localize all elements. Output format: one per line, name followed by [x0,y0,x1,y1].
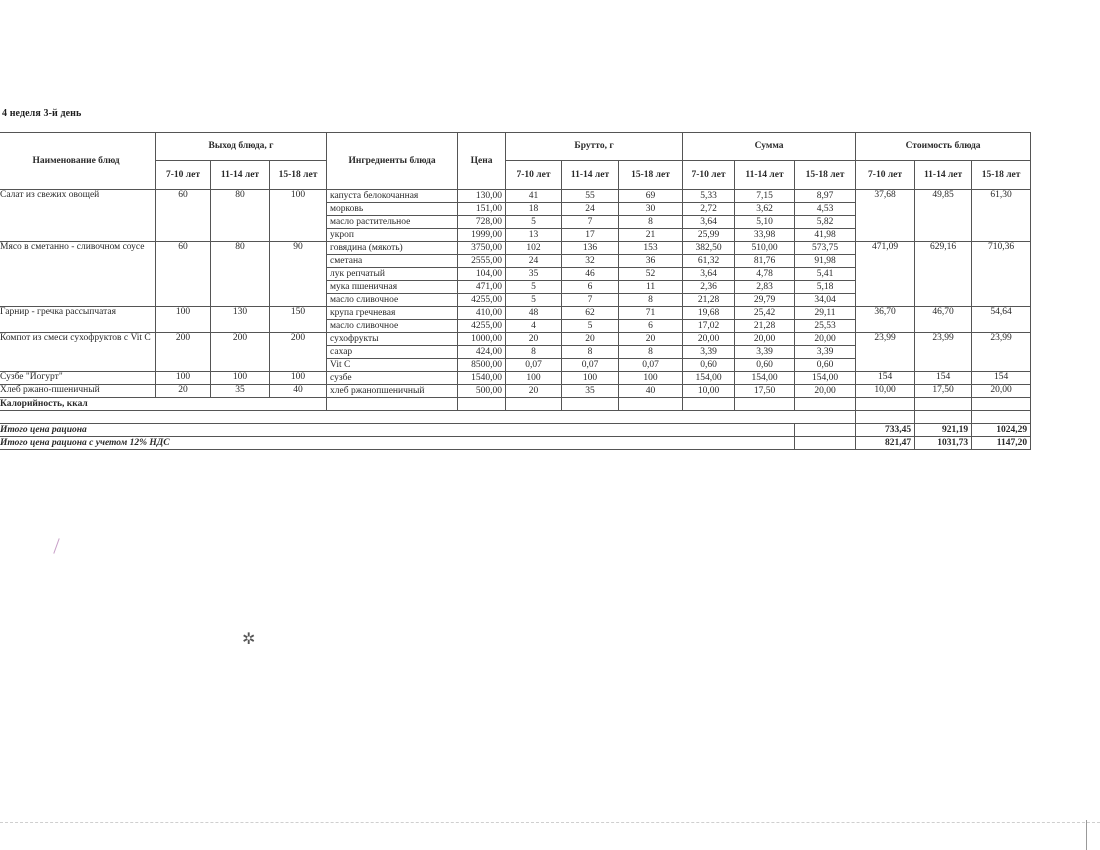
scan-edge-line [0,822,1100,824]
ingredient-name: сузбе [327,372,458,385]
ingredient-name: говядина (мякоть) [327,242,458,255]
ingredient-name: мука пшеничная [327,281,458,294]
ingredient-sum: 20,00 [795,333,856,346]
empty-cell [327,398,458,411]
ingredient-sum: 2,83 [735,281,795,294]
dish-yield: 35 [211,385,270,398]
dish-cost: 154 [972,372,1031,385]
scan-smudge: ✲ [242,631,256,648]
dish-cost: 23,99 [856,333,915,372]
header-price: Цена [458,133,506,190]
gross-weight: 5 [562,320,619,333]
ingredient-sum: 382,50 [683,242,735,255]
ingredient-price: 410,00 [458,307,506,320]
dish-name: Мясо в сметанно - сливочном соусе [0,242,156,307]
ingredient-sum: 3,39 [795,346,856,359]
ingredient-sum: 5,82 [795,216,856,229]
total-value: 921,19 [915,424,972,437]
gross-weight: 7 [562,216,619,229]
header-gross: Брутто, г [506,133,683,161]
empty-cell [795,437,856,450]
ingredient-name: сметана [327,255,458,268]
dish-yield: 150 [270,307,327,333]
gross-weight: 4 [506,320,562,333]
gross-weight: 40 [619,385,683,398]
scan-mark [53,538,59,553]
table-header [0,133,1031,190]
ingredient-sum: 0,60 [735,359,795,372]
empty-cell [506,398,562,411]
dish-yield: 130 [211,307,270,333]
dish-cost: 20,00 [972,385,1031,398]
ingredient-sum: 5,41 [795,268,856,281]
dish-cost: 154 [856,372,915,385]
ingredient-sum: 8,97 [795,190,856,203]
gross-weight: 20 [562,333,619,346]
gross-weight: 100 [506,372,562,385]
empty-cell [795,424,856,437]
gross-weight: 62 [562,307,619,320]
gross-weight: 46 [562,268,619,281]
gross-weight: 32 [562,255,619,268]
header-yield-age-2: 15-18 лет [270,161,327,190]
ingredient-sum: 0,60 [683,359,735,372]
gross-weight: 136 [562,242,619,255]
header-yield-age-0: 7-10 лет [156,161,211,190]
ingredient-sum: 29,11 [795,307,856,320]
ingredient-sum: 29,79 [735,294,795,307]
ingredient-name: масло сливочное [327,320,458,333]
gross-weight: 8 [562,346,619,359]
empty-cell [735,398,795,411]
ingredient-sum: 3,62 [735,203,795,216]
table-row [0,385,1031,398]
dish-name: Компот из смеси сухофруктов с Vit C [0,333,156,372]
gross-weight: 20 [619,333,683,346]
header-sum-age-2: 15-18 лет [795,161,856,190]
gross-weight: 6 [562,281,619,294]
ingredient-sum: 154,00 [795,372,856,385]
ingredient-sum: 0,60 [795,359,856,372]
spacer-cell [0,411,856,424]
gross-weight: 48 [506,307,562,320]
ingredient-sum: 91,98 [795,255,856,268]
dish-name: Хлеб ржано-пшеничный [0,385,156,398]
header-sum-age-0: 7-10 лет [683,161,735,190]
empty-cell [458,398,506,411]
header-cost-age-0: 7-10 лет [856,161,915,190]
dish-cost: 10,00 [856,385,915,398]
dish-yield: 80 [211,242,270,307]
ingredient-name: масло сливочное [327,294,458,307]
ingredient-sum: 21,28 [735,320,795,333]
empty-cell [562,398,619,411]
dish-yield: 100 [156,307,211,333]
gross-weight: 8 [619,294,683,307]
ingredient-price: 2555,00 [458,255,506,268]
gross-weight: 13 [506,229,562,242]
ingredient-sum: 5,18 [795,281,856,294]
dish-yield: 100 [156,372,211,385]
gross-weight: 5 [506,216,562,229]
ingredient-sum: 20,00 [735,333,795,346]
header-ingredients: Ингредиенты блюда [327,133,458,190]
dish-yield: 200 [270,333,327,372]
ingredient-sum: 33,98 [735,229,795,242]
empty-cell [683,398,735,411]
gross-weight: 52 [619,268,683,281]
gross-weight: 24 [506,255,562,268]
empty-cell [972,411,1031,424]
ingredient-price: 8500,00 [458,359,506,372]
header-gross-age-1: 11-14 лет [562,161,619,190]
ingredient-sum: 81,76 [735,255,795,268]
ingredient-price: 3750,00 [458,242,506,255]
ingredient-sum: 154,00 [683,372,735,385]
gross-weight: 41 [506,190,562,203]
gross-weight: 8 [506,346,562,359]
page-title: 4 неделя 3-й день [2,108,82,119]
dish-yield: 90 [270,242,327,307]
ingredient-sum: 3,64 [683,268,735,281]
dish-cost: 36,70 [856,307,915,333]
ingredient-sum: 21,28 [683,294,735,307]
empty-cell [856,411,915,424]
total-value: 1031,73 [915,437,972,450]
empty-cell [972,398,1031,411]
table-row [0,333,1031,346]
empty-cell [795,398,856,411]
gross-weight: 153 [619,242,683,255]
ingredient-price: 1000,00 [458,333,506,346]
gross-weight: 30 [619,203,683,216]
gross-weight: 24 [562,203,619,216]
gross-weight: 0,07 [562,359,619,372]
total-row [0,437,1031,450]
dish-cost: 17,50 [915,385,972,398]
ingredient-sum: 7,15 [735,190,795,203]
total-label: Итого цена рациона [0,424,795,437]
dish-cost: 23,99 [915,333,972,372]
ingredient-sum: 510,00 [735,242,795,255]
header-gross-age-0: 7-10 лет [506,161,562,190]
gross-weight: 11 [619,281,683,294]
gross-weight: 100 [562,372,619,385]
ingredient-sum: 19,68 [683,307,735,320]
ingredient-sum: 573,75 [795,242,856,255]
ingredient-price: 1540,00 [458,372,506,385]
total-row [0,424,1031,437]
ingredient-sum: 17,02 [683,320,735,333]
dish-cost: 46,70 [915,307,972,333]
gross-weight: 18 [506,203,562,216]
ingredient-sum: 5,10 [735,216,795,229]
gross-weight: 0,07 [619,359,683,372]
dish-cost: 54,64 [972,307,1031,333]
dish-yield: 40 [270,385,327,398]
gross-weight: 8 [619,346,683,359]
ingredient-sum: 4,53 [795,203,856,216]
ingredient-sum: 41,98 [795,229,856,242]
table-row [0,242,1031,255]
gross-weight: 20 [506,333,562,346]
header-cost-age-1: 11-14 лет [915,161,972,190]
ingredient-name: лук репчатый [327,268,458,281]
dish-cost: 710,36 [972,242,1031,307]
ingredient-sum: 4,78 [735,268,795,281]
total-value: 1147,20 [972,437,1031,450]
gross-weight: 21 [619,229,683,242]
gross-weight: 6 [619,320,683,333]
ingredient-sum: 3,39 [735,346,795,359]
dish-name: Салат из свежих овощей [0,190,156,242]
gross-weight: 55 [562,190,619,203]
ingredient-price: 130,00 [458,190,506,203]
calories-row [0,398,1031,411]
ingredient-sum: 25,42 [735,307,795,320]
ingredient-name: морковь [327,203,458,216]
dish-cost: 629,16 [915,242,972,307]
dish-cost: 471,09 [856,242,915,307]
gross-weight: 36 [619,255,683,268]
ingredient-price: 500,00 [458,385,506,398]
ingredient-sum: 154,00 [735,372,795,385]
ingredient-sum: 61,32 [683,255,735,268]
dish-cost: 154 [915,372,972,385]
dish-name: Гарнир - гречка рассыпчатая [0,307,156,333]
ingredient-price: 151,00 [458,203,506,216]
ingredient-sum: 25,99 [683,229,735,242]
gross-weight: 5 [506,294,562,307]
dish-yield: 60 [156,190,211,242]
gross-weight: 100 [619,372,683,385]
header-yield: Выход блюда, г [156,133,327,161]
ingredient-price: 4255,00 [458,294,506,307]
ingredient-name: капуста белокочанная [327,190,458,203]
ingredient-sum: 3,64 [683,216,735,229]
dish-cost: 49,85 [915,190,972,242]
total-value: 1024,29 [972,424,1031,437]
ingredient-price: 424,00 [458,346,506,359]
gross-weight: 7 [562,294,619,307]
gross-weight: 20 [506,385,562,398]
dish-yield: 200 [156,333,211,372]
gross-weight: 35 [562,385,619,398]
ingredient-price: 728,00 [458,216,506,229]
dish-yield: 100 [270,190,327,242]
dish-cost: 37,68 [856,190,915,242]
ingredient-sum: 25,53 [795,320,856,333]
menu-table [0,132,1031,450]
table-row [0,307,1031,320]
header-dish-cost: Стоимость блюда [856,133,1031,161]
gross-weight: 0,07 [506,359,562,372]
header-gross-age-2: 15-18 лет [619,161,683,190]
ingredient-price: 1999,00 [458,229,506,242]
header-sum-age-1: 11-14 лет [735,161,795,190]
ingredient-sum: 5,33 [683,190,735,203]
dish-yield: 100 [211,372,270,385]
empty-cell [915,398,972,411]
empty-cell [915,411,972,424]
dish-yield: 80 [211,190,270,242]
ingredient-sum: 10,00 [683,385,735,398]
calories-label: Калорийность, ккал [0,398,327,411]
gross-weight: 5 [506,281,562,294]
total-label: Итого цена рациона с учетом 12% НДС [0,437,795,450]
total-value: 821,47 [856,437,915,450]
empty-cell [619,398,683,411]
ingredient-price: 471,00 [458,281,506,294]
ingredient-sum: 17,50 [735,385,795,398]
spacer-row [0,411,1031,424]
scan-edge-mark [1086,820,1087,850]
header-dish-name: Наименование блюд [0,133,156,190]
dish-yield: 20 [156,385,211,398]
ingredient-sum: 2,36 [683,281,735,294]
dish-name: Сузбе "Йогурт" [0,372,156,385]
gross-weight: 71 [619,307,683,320]
header-sum: Сумма [683,133,856,161]
age-groups-row [0,161,1031,190]
ingredient-name: сахар [327,346,458,359]
dish-yield: 100 [270,372,327,385]
header-yield-age-1: 11-14 лет [211,161,270,190]
ingredient-sum: 3,39 [683,346,735,359]
empty-cell [856,398,915,411]
table-body [0,190,1031,450]
ingredient-sum: 20,00 [683,333,735,346]
header-cost-age-2: 15-18 лет [972,161,1031,190]
dish-yield: 200 [211,333,270,372]
table-row [0,190,1031,203]
ingredient-price: 104,00 [458,268,506,281]
gross-weight: 69 [619,190,683,203]
gross-weight: 8 [619,216,683,229]
gross-weight: 102 [506,242,562,255]
dish-cost: 23,99 [972,333,1031,372]
total-value: 733,45 [856,424,915,437]
ingredient-sum: 20,00 [795,385,856,398]
ingredient-price: 4255,00 [458,320,506,333]
ingredient-sum: 2,72 [683,203,735,216]
ingredient-name: сухофрукты [327,333,458,346]
gross-weight: 17 [562,229,619,242]
table-row [0,372,1031,385]
ingredient-name: укроп [327,229,458,242]
ingredient-name: масло растительное [327,216,458,229]
gross-weight: 35 [506,268,562,281]
dish-cost: 61,30 [972,190,1031,242]
ingredient-name: крупа гречневая [327,307,458,320]
ingredient-name: хлеб ржанопшеничный [327,385,458,398]
ingredient-sum: 34,04 [795,294,856,307]
ingredient-name: Vit C [327,359,458,372]
dish-yield: 60 [156,242,211,307]
